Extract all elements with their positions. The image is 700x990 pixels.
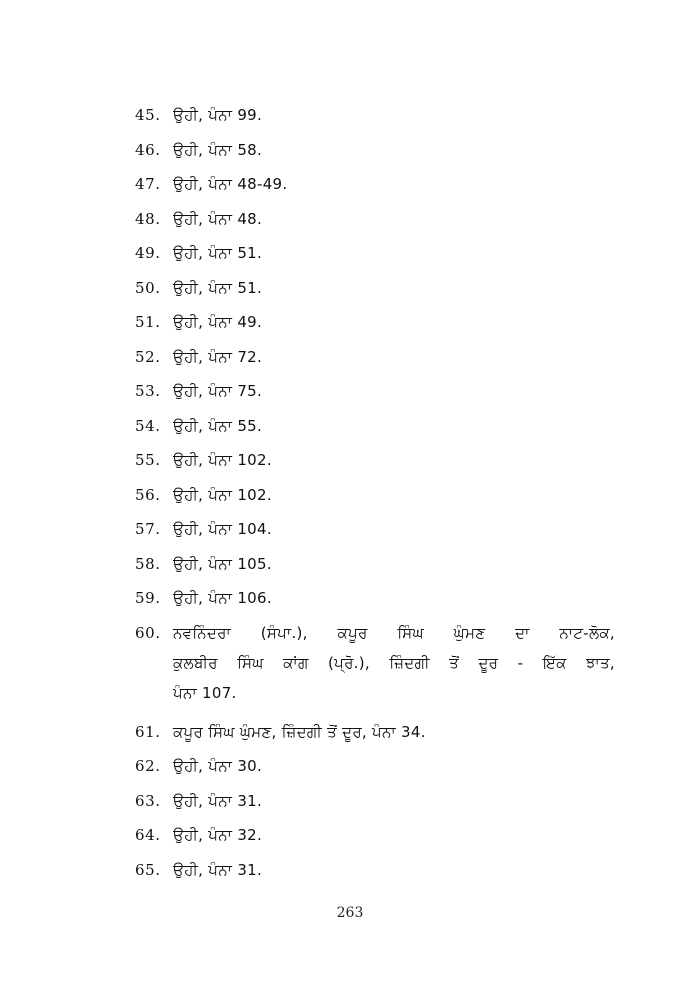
- endnote-text: ਉਹੀ, ਪੰਨਾ 58.: [173, 140, 263, 159]
- endnote-text: ਉਹੀ, ਪੰਨਾ 99.: [173, 106, 263, 124]
- endnote-number: 58.: [135, 554, 161, 573]
- endnote-number: 46.: [135, 140, 161, 159]
- endnote-number: 59.: [135, 589, 161, 607]
- endnote-number: 62.: [135, 757, 161, 775]
- endnote-number: 64.: [135, 826, 161, 844]
- endnote: [135, 100, 615, 135]
- endnote-number: 63.: [135, 791, 161, 810]
- endnote-number: 54.: [135, 416, 161, 435]
- endnote-line: ਪੰਨਾ 107.: [173, 683, 237, 702]
- endnote: [135, 820, 615, 855]
- endnote-text: ਉਹੀ, ਪੰਨਾ 31.: [173, 791, 263, 810]
- endnote-number: 50.: [135, 278, 161, 297]
- endnote-text: ਉਹੀ, ਪੰਨਾ 55.: [173, 416, 263, 435]
- endnote-number: 57.: [135, 520, 161, 538]
- endnote-text: ਉਹੀ, ਪੰਨਾ 72.: [173, 347, 263, 366]
- endnote: [135, 514, 615, 549]
- endnote-text: ਉਹੀ, ਪੰਨਾ 106.: [173, 589, 272, 607]
- endnote-text: ਉਹੀ, ਪੰਨਾ 102.: [173, 451, 272, 469]
- endnote-text: ਕਪੂਰ ਸਿੰਘ ਘੁੰਮਣ, ਜ਼ਿੰਦਗੀ ਤੋਂ ਦੂਰ, ਪੰਨਾ 34.: [173, 722, 426, 741]
- endnote: [135, 169, 615, 204]
- endnote-line: ਨਵਨਿੰਦਰਾ (ਸੰਪਾ.), ਕਪੂਰ ਸਿੰਘ ਘੁੰਮਣ ਦਾ ਨਾਟ-ਲੋਕ,: [173, 623, 615, 642]
- endnote-text: ਉਹੀ, ਪੰਨਾ 48.: [173, 209, 263, 228]
- endnote: [135, 273, 615, 308]
- endnote-number: 51.: [135, 313, 161, 331]
- endnote-number: 60.: [135, 623, 161, 642]
- endnote-number: 47.: [135, 175, 161, 193]
- endnote-number: 45.: [135, 106, 161, 124]
- endnote: [135, 411, 615, 446]
- endnotes-list: [135, 100, 615, 889]
- endnote-number: 53.: [135, 382, 161, 400]
- endnote-number: 65.: [135, 860, 161, 879]
- endnote-text: ਉਹੀ, ਪੰਨਾ 49.: [173, 313, 263, 331]
- endnote-text: ਉਹੀ, ਪੰਨਾ 31.: [173, 860, 263, 879]
- endnote: [135, 238, 615, 273]
- endnote-text: ਉਹੀ, ਪੰਨਾ 51.: [173, 244, 263, 262]
- page-number: 263: [336, 905, 364, 921]
- endnote: [135, 751, 615, 786]
- endnote-line: ਕੁਲਬੀਰ ਸਿੰਘ ਕਾਂਗ (ਪ੍ਰੋ.), ਜ਼ਿੰਦਗੀ ਤੋਂ ਦੂਰ - ਇੱਕ ਝਾਤ,: [173, 653, 615, 672]
- endnote-text: ਉਹੀ, ਪੰਨਾ 48-49.: [173, 175, 288, 193]
- endnote-text: ਉਹੀ, ਪੰਨਾ 75.: [173, 382, 263, 400]
- endnote-number: 52.: [135, 347, 161, 366]
- endnote-text: ਉਹੀ, ਪੰਨਾ 102.: [173, 485, 272, 504]
- endnote: [135, 549, 615, 584]
- endnote: [135, 786, 615, 821]
- endnote: [135, 135, 615, 170]
- endnote: [135, 480, 615, 515]
- endnote-text: ਉਹੀ, ਪੰਨਾ 104.: [173, 520, 272, 538]
- endnote-number: 49.: [135, 244, 161, 262]
- endnote-text: ਉਹੀ, ਪੰਨਾ 105.: [173, 554, 272, 573]
- endnote-text: ਉਹੀ, ਪੰਨਾ 32.: [173, 826, 263, 844]
- endnote: [135, 445, 615, 480]
- endnote: [135, 583, 615, 618]
- endnote-number: 48.: [135, 209, 161, 228]
- endnote: [135, 342, 615, 377]
- endnote: [135, 307, 615, 342]
- endnote-number: 55.: [135, 451, 161, 469]
- endnote-text: [173, 618, 615, 708]
- endnote-text: ਉਹੀ, ਪੰਨਾ 30.: [173, 757, 263, 775]
- endnote-number: 61.: [135, 722, 161, 741]
- endnote-multiline: [135, 618, 615, 708]
- endnote-text: ਉਹੀ, ਪੰਨਾ 51.: [173, 278, 263, 297]
- endnote: [135, 717, 615, 752]
- endnote-number: 56.: [135, 485, 161, 504]
- endnote: [135, 855, 615, 890]
- endnote: [135, 204, 615, 239]
- endnote: [135, 376, 615, 411]
